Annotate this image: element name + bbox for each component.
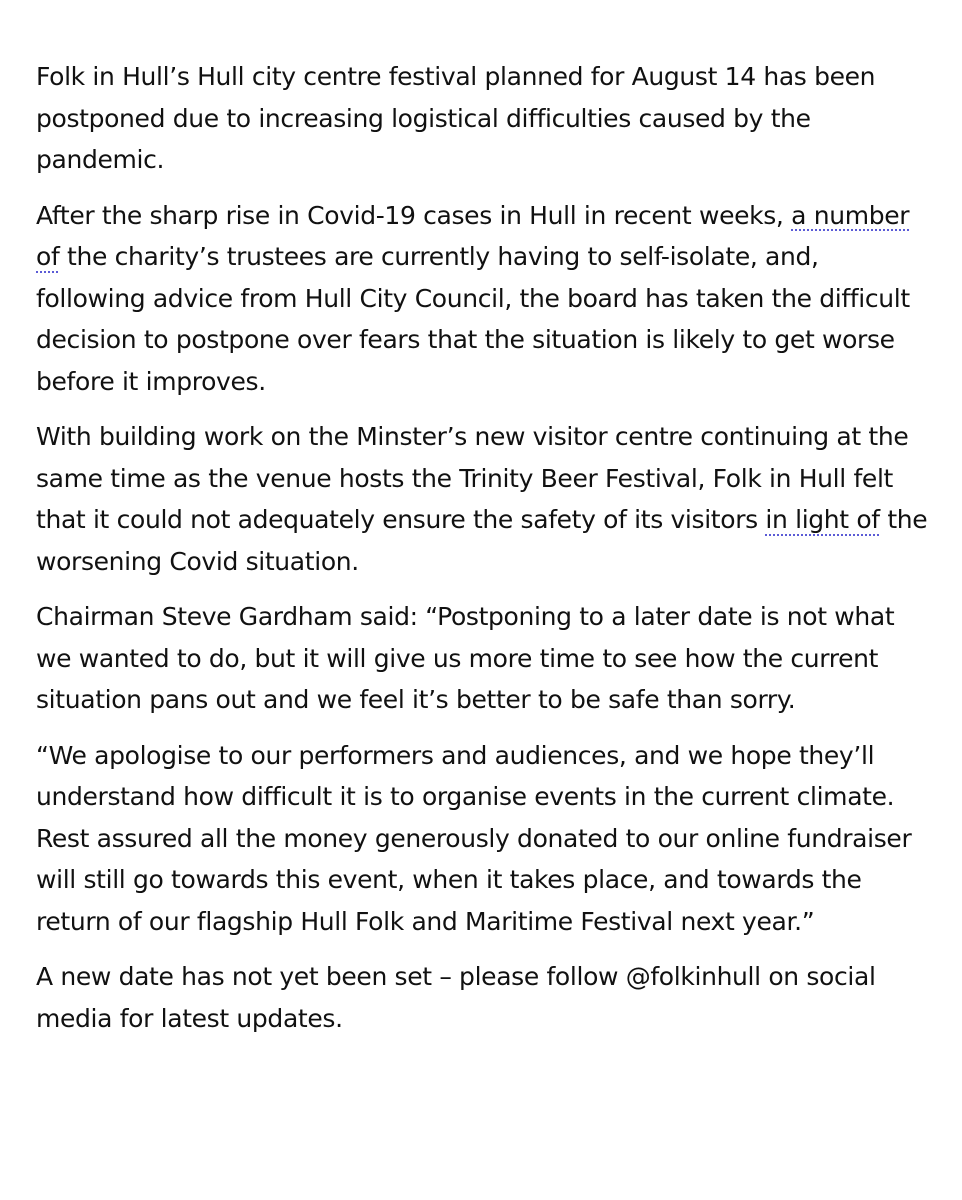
paragraph-text: After the sharp rise in Covid-19 cases in Hull in recent weeks, <box>36 200 792 230</box>
paragraph-chairman-quote <box>36 596 932 721</box>
paragraph-text: With building work on the Minster’s new visitor centre continuing at the same time as the venue hosts the Trinity Beer Festival, Folk in Hull felt that it could not adequately ensure the safety of its visitors <box>36 422 909 534</box>
paragraph-building-work <box>36 416 932 582</box>
paragraph-postponement <box>36 56 932 181</box>
paragraph-text: “We apologise to our performers and audiences, and we hope they’ll understand how difficult it is to organise events in the current climate. Rest assured all the money generously donated to our online fundraiser will still go towards this event, when it takes place, and towards the return of our flagship Hull Folk and Maritime Festival next year.” <box>36 740 912 936</box>
paragraph-text: Folk in Hull’s Hull city centre festival planned for August 14 has been postponed due to increasing logistical difficulties caused by the pandemic. <box>36 62 876 174</box>
paragraph-text: the charity’s trustees are currently having to self-isolate, and, following advice from Hull City Council, the board has taken the difficult decision to postpone over fears that the situation is likely to get worse before it improves. <box>36 242 910 396</box>
paragraph-text: A new date has not yet been set – please follow @folkinhull on social media for latest updates. <box>36 962 876 1033</box>
paragraph-covid-rise <box>36 195 932 403</box>
paragraph-new-date <box>36 956 932 1039</box>
paragraph-apology-quote <box>36 735 932 943</box>
grammar-suggestion-marked-text[interactable]: in light of <box>765 505 880 534</box>
grammar-suggestion-marked-text[interactable]: a number of <box>36 200 910 271</box>
paragraph-text: Chairman Steve Gardham said: “Postponing to a later date is not what we wanted to do, but it will give us more time to see how the current situation pans out and we feel it’s better to be safe than sorry. <box>36 602 895 714</box>
document-body <box>36 56 932 1053</box>
paragraph-text: the worsening Covid situation. <box>36 505 928 576</box>
